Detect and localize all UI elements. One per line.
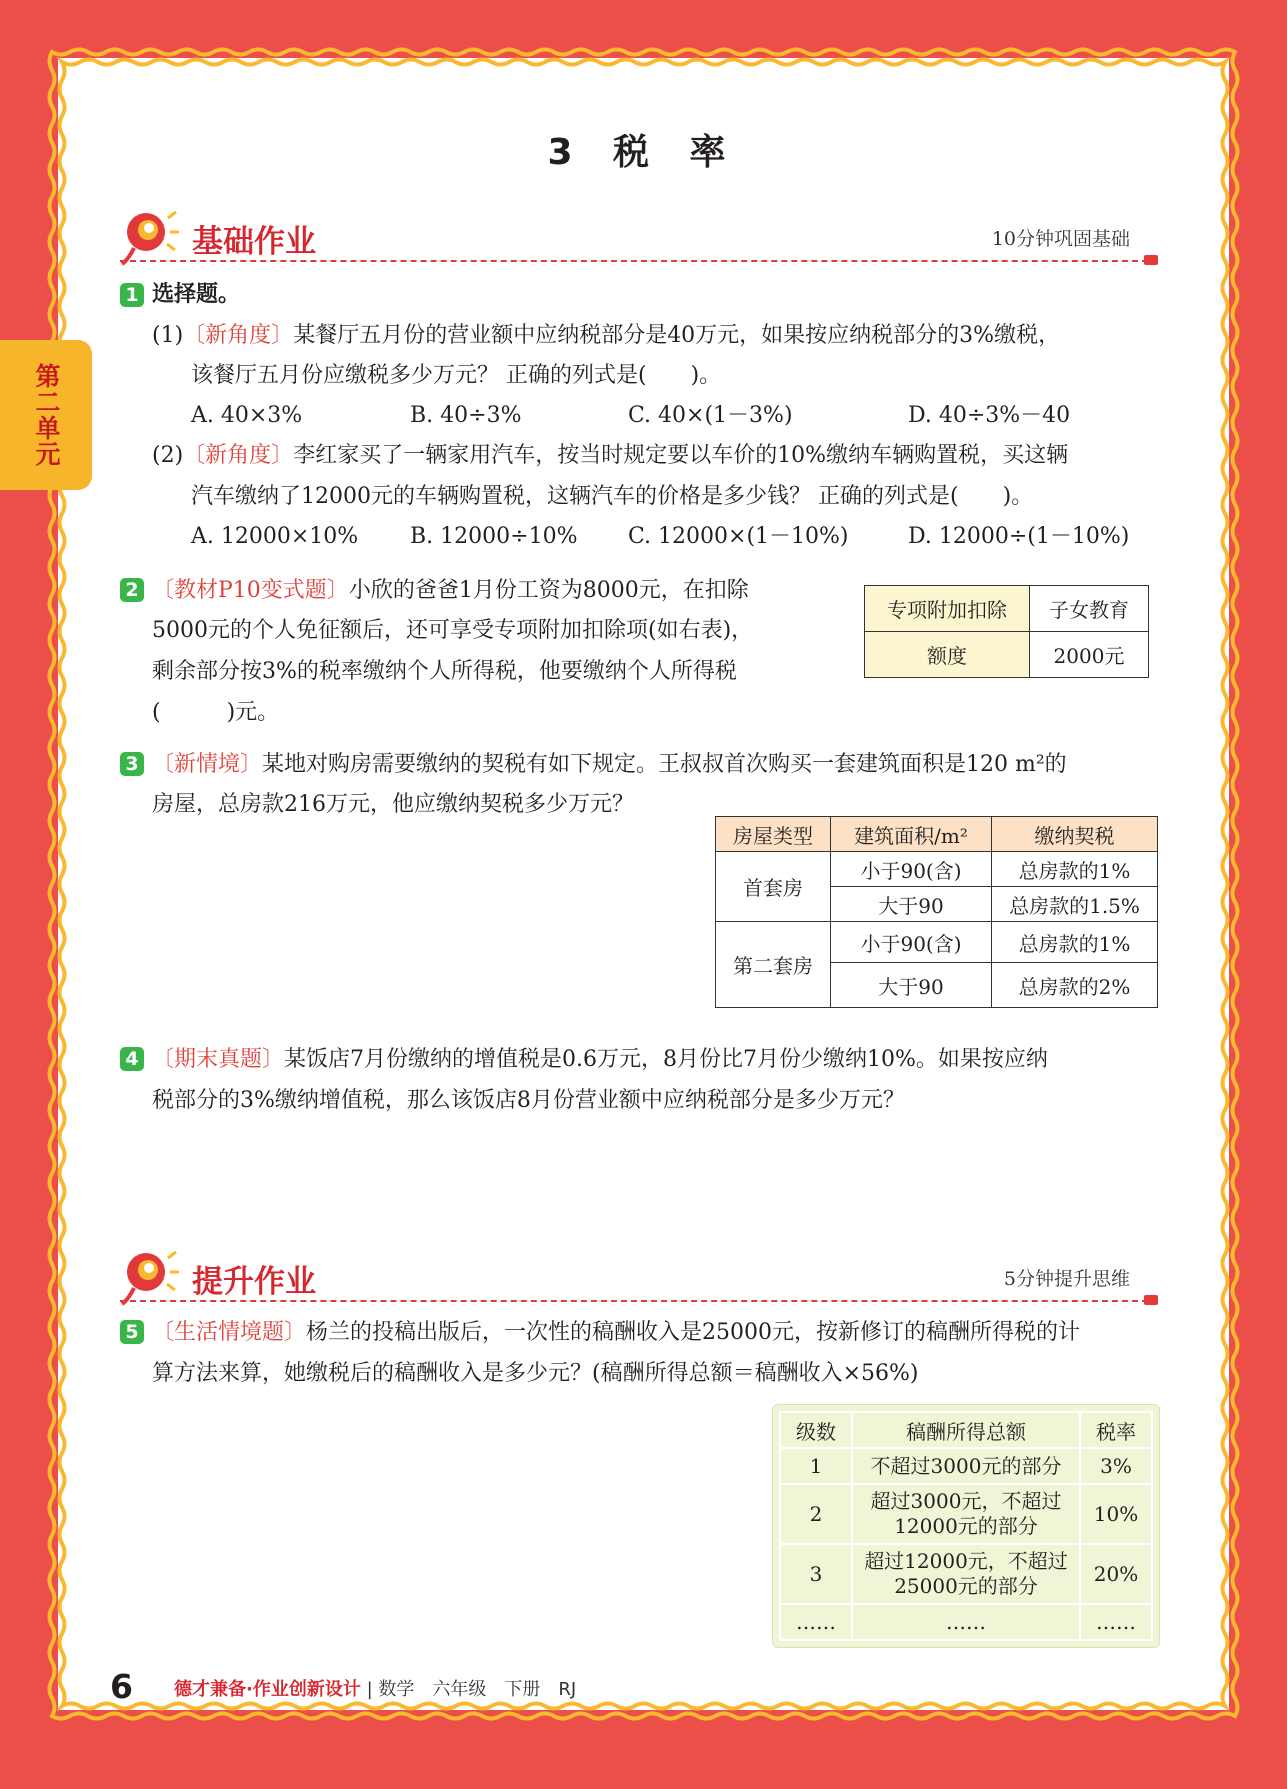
table-cell: 20% (1080, 1544, 1152, 1604)
question-tag: 〔生活情境题〕 (152, 1320, 307, 1345)
royalty-tax-table-panel (772, 1404, 1160, 1648)
table-cell: 不超过3000元的部分 (852, 1448, 1080, 1484)
table-cell: 大于90 (831, 963, 992, 1008)
table-header-cell: 税率 (1080, 1412, 1152, 1448)
table-row (780, 1484, 1152, 1544)
question-number-badge: 5 (120, 1320, 144, 1344)
question-text: 杨兰的投稿出版后，一次性的稿酬收入是25000元，按新修订的稿酬所得税的计 (306, 1320, 1081, 1345)
question-3-line1 (152, 754, 1067, 776)
royalty-tax-table (779, 1411, 1153, 1641)
question-tag: 〔新情境〕 (152, 752, 263, 777)
subquestion-label: (2) (152, 443, 184, 468)
question-1-2-line2: 汽车缴纳了12000元的车辆购置税，这辆汽车的价格是多少钱？ 正确的列式是( )。 (191, 484, 1034, 509)
question-2-line1 (152, 580, 749, 602)
table-cell: …… (780, 1604, 852, 1640)
option-d[interactable]: D. 40÷3%－40 (908, 403, 1071, 428)
table-row (780, 1604, 1152, 1640)
table-row (780, 1448, 1152, 1484)
question-1-title: 选择题。 (152, 282, 241, 307)
table-header-row (716, 817, 1158, 852)
table-header-cell: 建筑面积/m² (831, 817, 992, 852)
table-header-cell: 缴纳契税 (992, 817, 1158, 852)
footer-separator: | (366, 1679, 379, 1700)
question-4-line1 (152, 1049, 1048, 1071)
section-divider (120, 260, 1158, 262)
table-cell: …… (1080, 1604, 1152, 1640)
table-cell: 2000元 (1030, 632, 1149, 678)
footer-text (174, 1675, 576, 1701)
divider-end-cap (1144, 255, 1158, 265)
table-row (780, 1544, 1152, 1604)
question-number-badge: 1 (120, 283, 144, 307)
question-5-line2: 算方法来算，她缴税后的稿酬收入是多少元？(稿酬所得总额＝稿酬收入×56%) (152, 1361, 919, 1386)
option-a[interactable]: A. 12000×10% (191, 524, 359, 549)
table-cell: 专项附加扣除 (865, 586, 1030, 632)
divider-end-cap (1144, 1295, 1158, 1305)
question-tag: 〔新角度〕 (183, 323, 294, 348)
table-header-cell: 房屋类型 (716, 817, 831, 852)
option-c[interactable]: C. 40×(1－3%) (628, 403, 793, 428)
table-cell: 第二套房 (716, 922, 831, 1008)
option-b[interactable]: B. 40÷3% (410, 403, 522, 428)
table-header-cell: 稿酬所得总额 (852, 1412, 1080, 1448)
table-cell: …… (852, 1604, 1080, 1640)
question-5-line1 (152, 1322, 1080, 1344)
deduction-table (864, 585, 1149, 678)
table-cell: 3 (780, 1544, 852, 1604)
subquestion-text: 某餐厅五月份的营业额中应纳税部分是40万元，如果按应纳税部分的3%缴税， (293, 323, 1061, 348)
subquestion-text: 李红家买了一辆家用汽车，按当时规定要以车价的10%缴纳车辆购置税，买这辆 (293, 443, 1069, 468)
table-cell: 首套房 (716, 852, 831, 922)
table-cell: 总房款的1% (992, 922, 1158, 963)
section-subtitle: 10分钟巩固基础 (991, 228, 1130, 250)
table-row (716, 852, 1158, 887)
deed-tax-table (715, 816, 1158, 1008)
section-title: 提升作业 (192, 1264, 316, 1300)
table-header-row (780, 1412, 1152, 1448)
table-cell: 10% (1080, 1484, 1152, 1544)
question-2-line3: 剩余部分按3%的税率缴纳个人所得税，他要缴纳个人所得税 (152, 659, 737, 684)
footer-book-info: 数学 六年级 下册 RJ (378, 1679, 577, 1700)
question-4-line2: 税部分的3%缴纳增值税，那么该饭店8月份营业额中应纳税部分是多少万元？ (152, 1088, 905, 1113)
question-1-1-line1 (152, 325, 1060, 347)
subquestion-label: (1) (152, 323, 184, 348)
table-cell: 1 (780, 1448, 852, 1484)
question-2-line2: 5000元的个人免征额后，还可享受专项附加扣除项(如右表)， (152, 618, 754, 643)
table-cell: 3% (1080, 1448, 1152, 1484)
question-1-2-line1 (152, 445, 1068, 467)
table-cell: 2 (780, 1484, 852, 1544)
option-d[interactable]: D. 12000÷(1－10%) (908, 524, 1130, 549)
table-row (865, 586, 1149, 632)
question-text: 某饭店7月份缴纳的增值税是0.6万元，8月份比7月份少缴纳10%。如果按应纳 (284, 1047, 1048, 1072)
question-1-1-line2: 该餐厅五月份应缴税多少万元？ 正确的列式是( )。 (191, 363, 722, 388)
page-number: 6 (110, 1667, 133, 1706)
table-cell: 大于90 (831, 887, 992, 922)
question-number-badge: 3 (120, 752, 144, 776)
table-cell: 子女教育 (1030, 586, 1149, 632)
footer-brand: 德才兼备·作业创新设计 (174, 1679, 361, 1700)
table-cell: 小于90(含) (831, 922, 992, 963)
table-cell: 总房款的2% (992, 963, 1158, 1008)
section-header-advanced (118, 1248, 1158, 1314)
option-b[interactable]: B. 12000÷10% (410, 524, 578, 549)
question-2-line4: ( )元。 (152, 700, 280, 725)
page-title: 3 税 率 (547, 132, 740, 173)
section-title: 基础作业 (192, 224, 316, 260)
section-divider (120, 1300, 1158, 1302)
question-number-badge: 4 (120, 1047, 144, 1071)
question-tag: 〔期末真题〕 (152, 1047, 285, 1072)
question-3-line2: 房屋，总房款216万元，他应缴纳契税多少万元？ (152, 792, 634, 817)
option-c[interactable]: C. 12000×(1－10%) (628, 524, 849, 549)
table-cell: 超过3000元，不超过 12000元的部分 (852, 1484, 1080, 1544)
question-number-badge: 2 (120, 578, 144, 602)
table-cell: 总房款的1% (992, 852, 1158, 887)
unit-side-tab-label: 第二单元 (32, 363, 61, 467)
question-text: 某地对购房需要缴纳的契税有如下规定。王叔叔首次购买一套建筑面积是120 m²的 (262, 752, 1067, 777)
table-row (865, 632, 1149, 678)
question-tag: 〔新角度〕 (183, 443, 294, 468)
table-cell: 超过12000元，不超过 25000元的部分 (852, 1544, 1080, 1604)
section-header-basic (118, 208, 1158, 274)
table-cell: 小于90(含) (831, 852, 992, 887)
unit-side-tab (0, 340, 92, 490)
section-subtitle: 5分钟提升思维 (1003, 1268, 1130, 1290)
table-cell: 总房款的1.5% (992, 887, 1158, 922)
table-header-cell: 级数 (780, 1412, 852, 1448)
option-a[interactable]: A. 40×3% (191, 403, 303, 428)
table-cell: 额度 (865, 632, 1030, 678)
question-tag: 〔教材P10变式题〕 (152, 578, 349, 603)
table-row (716, 922, 1158, 963)
question-text: 小欣的爸爸1月份工资为8000元，在扣除 (348, 578, 749, 603)
